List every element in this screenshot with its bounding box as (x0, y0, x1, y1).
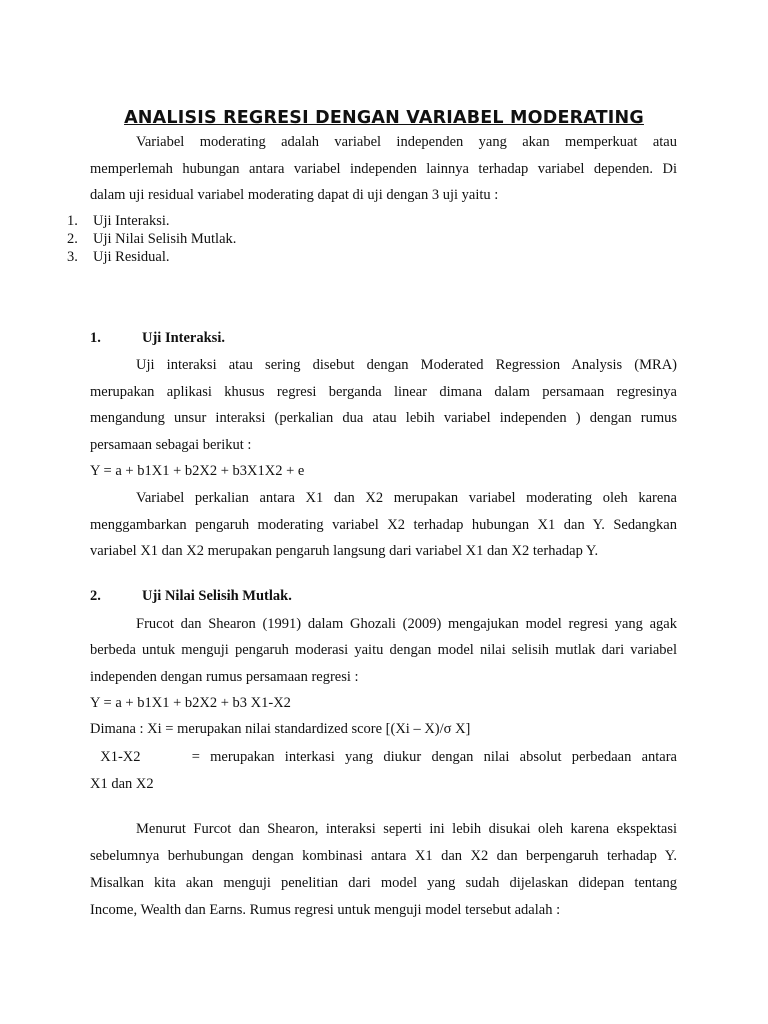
section-2-heading: Uji Nilai Selisih Mutlak. (142, 588, 292, 604)
section-2-formula: Y = a + b1X1 + b2X2 + b3 X1-X2 (90, 695, 291, 711)
list-item: Uji Nilai Selisih Mutlak. (93, 231, 237, 247)
section-2-x1x2-definition: X1-X2 = merupakan interkasi yang diukur dengan nilai absolut perbedaan antara (90, 749, 677, 765)
section-1-formula: Y = a + b1X1 + b2X2 + b3X1X2 + e (90, 463, 305, 479)
intro-line-1: Variabel moderating adalah variabel independen yang akan memperkuat atau (136, 134, 677, 150)
section-2-dimana: Dimana : Xi = merupakan nilai standardized score [(Xi – X)/σ X] (90, 721, 471, 737)
section-1-paragraph-line: merupakan aplikasi khusus regresi berganda linear dimana dalam persamaan regresinya (90, 384, 677, 400)
page-title: ANALISIS REGRESI DENGAN VARIABEL MODERATING (124, 108, 644, 128)
list-item-number: 1. (67, 213, 78, 229)
section-1-paragraph-line: Variabel perkalian antara X1 dan X2 merupakan variabel moderating oleh karena (136, 490, 677, 506)
section-1-paragraph-line: variabel X1 dan X2 merupakan pengaruh langsung dari variabel X1 dan X2 terhadap Y. (90, 543, 599, 559)
section-2-x1x2-definition: X1 dan X2 (90, 776, 154, 792)
section-2-paragraph-line: Income, Wealth dan Earns. Rumus regresi untuk menguji model tersebut adalah : (90, 902, 561, 918)
intro-line-3: dalam uji residual variabel moderating dapat di uji dengan 3 uji yaitu : (90, 187, 499, 203)
section-2-number: 2. (90, 588, 101, 604)
section-2-paragraph-line: independen dengan rumus persamaan regresi : (90, 669, 359, 685)
section-1-paragraph-line: persamaan sebagai berikut : (90, 437, 252, 453)
section-2-paragraph-line: Menurut Furcot dan Shearon, interaksi seperti ini lebih disukai oleh karena ekspektasi (136, 821, 677, 837)
section-1-number: 1. (90, 330, 101, 346)
intro-line-2: memperlemah hubungan antara variabel independen lainnya terhadap variabel dependen. Di (90, 161, 677, 177)
list-item-number: 2. (67, 231, 78, 247)
section-1-paragraph-line: Uji interaksi atau sering disebut dengan Moderated Regression Analysis (MRA) (136, 357, 677, 373)
section-1-paragraph-line: menggambarkan pengaruh moderating variabel X2 terhadap hubungan X1 dan Y. Sedangkan (90, 517, 677, 533)
section-1-paragraph-line: mengandung unsur interaksi (perkalian dua atau lebih variabel independen ) dengan rumus (90, 410, 677, 426)
section-2-paragraph-line: sebelumnya berhubungan dengan kombinasi antara X1 dan X2 dan berpengaruh terhadap Y. (90, 848, 677, 864)
section-2-paragraph-line: Frucot dan Shearon (1991) dalam Ghozali (2009) mengajukan model regresi yang agak (136, 616, 677, 632)
list-item: Uji Interaksi. (93, 213, 170, 229)
list-item: Uji Residual. (93, 249, 170, 265)
section-2-paragraph-line: Misalkan kita akan menguji penelitian dari model yang sudah dijelaskan didepan tentang (90, 875, 677, 891)
section-1-heading: Uji Interaksi. (142, 330, 225, 346)
section-2-paragraph-line: berbeda untuk menguji pengaruh moderasi yaitu dengan model nilai selisih mutlak dari variabel (90, 642, 677, 658)
list-item-number: 3. (67, 249, 78, 265)
